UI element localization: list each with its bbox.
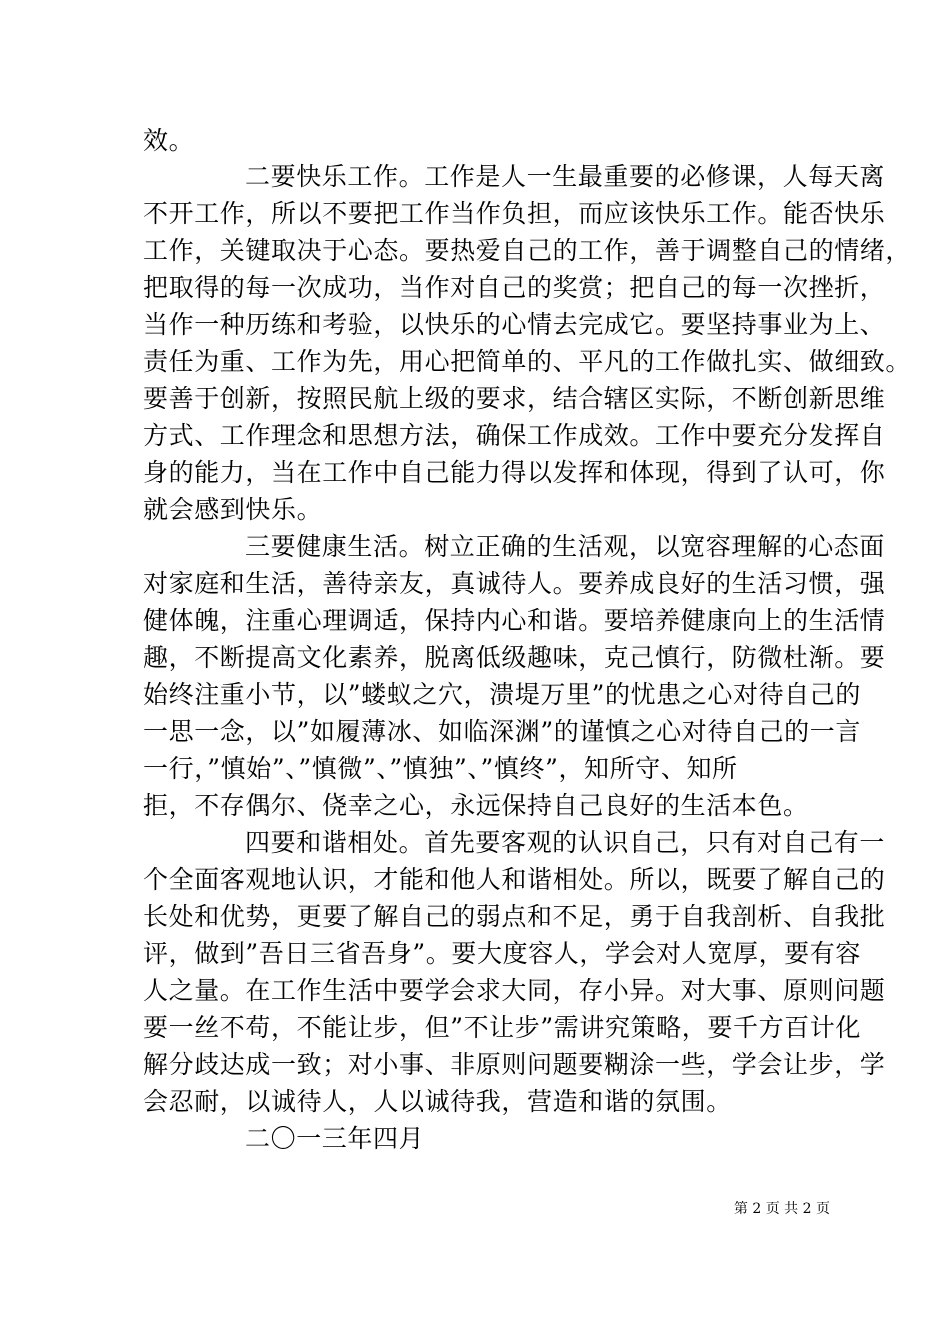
text-line: 始终注重小节，以”蝼蚁之穴，溃堤万里”的忧患之心对待自己的 xyxy=(143,680,861,709)
text-line: 责任为重、工作为先，用心把简单的、平凡的工作做扎实、做细致。 xyxy=(143,347,912,376)
text-line: 当作一种历练和考验，以快乐的心情去完成它。要坚持事业为上、 xyxy=(143,310,886,339)
text-line: 身的能力，当在工作中自己能力得以发挥和体现，得到了认可，你 xyxy=(143,458,886,487)
page-number-footer: 第 2 页 共 2 页 xyxy=(733,1201,830,1217)
text-line: 不开工作，所以不要把工作当作负担，而应该快乐工作。能否快乐 xyxy=(143,199,886,228)
text-line: 要一丝不苟，不能让步，但”不让步”需讲究策略，要千方百计化 xyxy=(143,1013,861,1042)
text-line: 就会感到快乐。 xyxy=(143,495,323,524)
text-line: 要善于创新，按照民航上级的要求，结合辖区实际，不断创新思维 xyxy=(143,384,886,413)
text-line: 解分歧达成一致；对小事、非原则问题要糊涂一些，学会让步，学 xyxy=(143,1050,886,1079)
text-line: 个全面客观地认识，才能和他人和谐相处。所以，既要了解自己的 xyxy=(143,865,886,894)
text-line: 长处和优势，更要了解自己的弱点和不足，勇于自我剖析、自我批 xyxy=(143,902,886,931)
text-line: 人之量。在工作生活中要学会求大同，存小异。对大事、原则问题 xyxy=(143,976,886,1005)
text-line: 工作，关键取决于心态。要热爱自己的工作，善于调整自己的情绪， xyxy=(143,236,912,265)
text-line: 一思一念，以”如履薄冰、如临深渊”的谨慎之心对待自己的一言 xyxy=(143,717,861,746)
text-line: 方式、工作理念和思想方法，确保工作成效。工作中要充分发挥自 xyxy=(143,421,886,450)
text-line: 健体魄，注重心理调适，保持内心和谐。要培养健康向上的生活情 xyxy=(143,606,886,635)
paragraph-2-first-line: 二要快乐工作。工作是人一生最重要的必修课，人每天离 xyxy=(245,162,886,191)
text-line: 评，做到”吾日三省吾身”。要大度容人，学会对人宽厚，要有容 xyxy=(143,939,861,968)
text-line: 趣，不断提高文化素养，脱离低级趣味，克己慎行，防微杜渐。要 xyxy=(143,643,886,672)
document-date: 二〇一三年四月 xyxy=(245,1124,425,1153)
text-line: 对家庭和生活，善待亲友，真诚待人。要养成良好的生活习惯，强 xyxy=(143,569,886,598)
text-line: 拒，不存偶尔、侥幸之心，永远保持自己良好的生活本色。 xyxy=(143,791,809,820)
text-line: 把取得的每一次成功，当作对自己的奖赏；把自己的每一次挫折， xyxy=(143,273,886,302)
paragraph-3-first-line: 三要健康生活。树立正确的生活观，以宽容理解的心态面 xyxy=(245,532,886,561)
paragraph-4-first-line: 四要和谐相处。首先要客观的认识自己，只有对自己有一 xyxy=(245,828,886,857)
text-line: 会忍耐，以诚待人，人以诚待我，营造和谐的氛围。 xyxy=(143,1087,732,1116)
text-line: 一行，”慎始”、”慎微”、”慎独”、”慎终”，知所守、知所 xyxy=(143,754,738,783)
text-line: 效。 xyxy=(143,126,195,155)
